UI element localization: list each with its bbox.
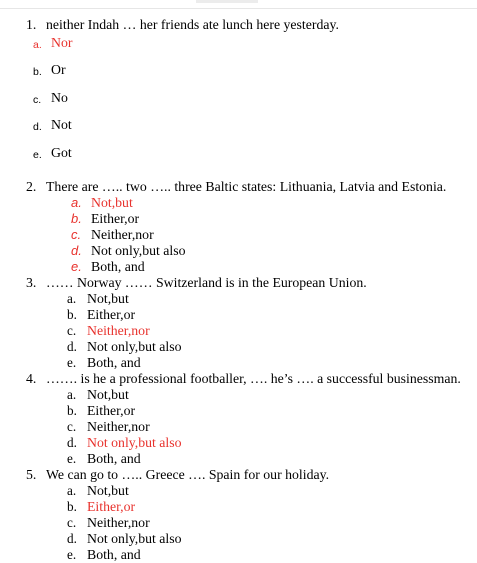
question-text: ……. is he a professional footballer, …. he’s …. a successful businessman.: [46, 371, 461, 386]
option-letter: c.: [67, 419, 77, 434]
option-letter: d.: [67, 435, 77, 450]
option-letter: a.: [33, 39, 42, 51]
option-letter: b.: [33, 66, 42, 78]
option-text: Neither,nor: [87, 323, 150, 338]
question-text: There are ….. two ….. three Baltic states: Lithuania, Latvia and Estonia.: [46, 179, 447, 194]
option-text: Both, and: [91, 259, 145, 274]
option-text: Got: [51, 145, 72, 160]
question-text: We can go to ….. Greece …. Spain for our holiday.: [46, 467, 330, 482]
option-letter: b.: [71, 211, 82, 226]
option-letter: d.: [33, 121, 42, 133]
question-number: 5.: [26, 467, 37, 482]
option-text: Both, and: [87, 355, 141, 370]
option-letter: c.: [67, 323, 77, 338]
option-letter: d.: [67, 339, 77, 354]
option-text: Both, and: [87, 547, 141, 562]
option-text: No: [51, 90, 68, 105]
option-letter: c.: [33, 94, 42, 106]
question-text: neither Indah … her friends ate lunch here yesterday.: [46, 17, 339, 32]
option-text: Either,or: [87, 403, 136, 418]
option-letter: b.: [67, 403, 77, 418]
option-letter: d.: [71, 243, 82, 258]
option-text: Not,but: [87, 483, 129, 498]
option-text: Not,but: [91, 195, 133, 210]
question-number: 1.: [26, 17, 37, 32]
option-letter: e.: [67, 355, 77, 370]
option-text: Or: [51, 62, 66, 77]
option-letter: b.: [67, 499, 77, 514]
option-letter: c.: [71, 227, 82, 242]
option-letter: a.: [67, 291, 77, 306]
option-text: Not: [51, 117, 72, 132]
option-letter: e.: [67, 547, 77, 562]
option-letter: c.: [67, 515, 77, 530]
option-text: Both, and: [87, 451, 141, 466]
option-text: Not,but: [87, 291, 129, 306]
option-text: Nor: [51, 35, 73, 50]
option-text: Either,or: [91, 211, 140, 226]
option-letter: a.: [67, 387, 77, 402]
option-letter: d.: [67, 531, 77, 546]
option-text: Not only,but also: [87, 435, 182, 450]
option-text: Either,or: [87, 499, 136, 514]
question-text: …… Norway …… Switzerland is in the European Union.: [46, 275, 367, 290]
option-letter: a.: [67, 483, 77, 498]
option-text: Either,or: [87, 307, 136, 322]
option-text: Not only,but also: [91, 243, 186, 258]
option-text: Neither,nor: [87, 515, 150, 530]
option-letter: a.: [71, 195, 82, 210]
top-tab-stub: [196, 0, 258, 3]
option-letter: b.: [67, 307, 77, 322]
question-number: 2.: [26, 179, 37, 194]
option-text: Not only,but also: [87, 339, 182, 354]
option-text: Neither,nor: [91, 227, 154, 242]
option-letter: e.: [67, 451, 77, 466]
option-text: Not,but: [87, 387, 129, 402]
question-number: 4.: [26, 371, 37, 386]
option-text: Neither,nor: [87, 419, 150, 434]
option-letter: e.: [33, 149, 42, 161]
option-text: Not only,but also: [87, 531, 182, 546]
question-number: 3.: [26, 275, 37, 290]
option-letter: e.: [71, 259, 82, 274]
top-divider: [0, 8, 477, 9]
